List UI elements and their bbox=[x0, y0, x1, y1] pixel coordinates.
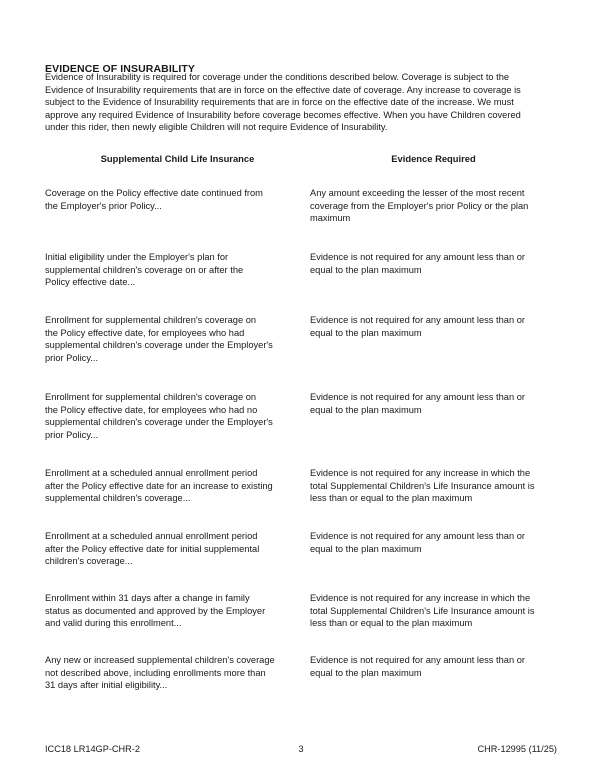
cell-line: Evidence is not required for any amount less than or bbox=[310, 252, 525, 262]
cell-line: total Supplemental Children's Life Insurance amount is bbox=[310, 480, 535, 491]
footer-document-code: CHR-12995 (11/25) bbox=[477, 744, 557, 754]
cell-evidence bbox=[310, 391, 557, 441]
cell-condition bbox=[45, 187, 310, 225]
cell-line: not described above, including enrollments more than bbox=[45, 667, 266, 678]
intro-paragraph bbox=[45, 71, 557, 134]
cell-line: equal to the plan maximum bbox=[310, 264, 422, 275]
footer-form-number: ICC18 LR14GP-CHR-2 bbox=[45, 744, 140, 754]
cell-line: Coverage on the Policy effective date continued from bbox=[45, 188, 263, 198]
cell-condition bbox=[45, 654, 310, 692]
cell-line: equal to the plan maximum bbox=[310, 404, 422, 415]
cell-line: prior Policy... bbox=[45, 352, 99, 363]
cell-line: Enrollment at a scheduled annual enrollment period bbox=[45, 531, 258, 541]
table-row bbox=[45, 187, 557, 225]
cell-line: 31 days after initial eligibility... bbox=[45, 680, 168, 690]
cell-line: Evidence is not required for any amount less than or bbox=[310, 655, 525, 665]
column-header-condition: Supplemental Child Life Insurance bbox=[100, 153, 255, 164]
cell-line: Policy effective date... bbox=[45, 277, 136, 287]
cell-line: supplemental children's coverage... bbox=[45, 493, 191, 503]
table-row bbox=[45, 530, 557, 568]
table-row bbox=[45, 314, 557, 364]
intro-line: under this rider, then newly eligible Children will not require Evidence of Insurability. bbox=[45, 122, 388, 133]
evidence-of-insurability-table bbox=[45, 152, 557, 690]
cell-line: prior Policy... bbox=[45, 429, 99, 440]
cell-condition bbox=[45, 592, 310, 630]
cell-line: Evidence is not required for any amount less than or bbox=[310, 392, 525, 402]
cell-line: Enrollment for supplemental children's coverage on bbox=[45, 392, 257, 402]
cell-condition bbox=[45, 314, 310, 364]
cell-condition bbox=[45, 391, 310, 441]
cell-line: and valid during this enrollment... bbox=[45, 618, 182, 628]
page-title: EVIDENCE OF INSURABILITY bbox=[45, 63, 195, 76]
cell-condition bbox=[45, 251, 310, 289]
table-row bbox=[45, 467, 557, 505]
intro-line: Evidence of Insurability is required for coverage under the conditions described below. Coverage is subject to the bbox=[45, 72, 510, 82]
cell-evidence bbox=[310, 187, 557, 225]
cell-line: equal to the plan maximum bbox=[310, 543, 422, 554]
cell-line: Enrollment within 31 days after a change in family bbox=[45, 593, 250, 603]
cell-condition bbox=[45, 530, 310, 568]
cell-line: Evidence is not required for any amount less than or bbox=[310, 315, 525, 325]
intro-line: Evidence of Insurability requirements that are in force on the effective date of coverage. Any increase to coverage is bbox=[45, 84, 521, 95]
cell-evidence bbox=[310, 314, 557, 364]
table-row bbox=[45, 592, 557, 630]
cell-condition bbox=[45, 467, 310, 505]
cell-evidence bbox=[310, 654, 557, 692]
footer-page-number: 3 bbox=[298, 744, 304, 754]
cell-line: equal to the plan maximum bbox=[310, 327, 422, 338]
cell-line: the Policy effective date, for employees who had bbox=[45, 327, 245, 338]
cell-evidence bbox=[310, 592, 557, 630]
cell-line: supplemental children's coverage on or after the bbox=[45, 264, 244, 275]
table-header-row bbox=[45, 152, 557, 165]
cell-line: maximum bbox=[310, 213, 351, 223]
cell-line: Enrollment at a scheduled annual enrollment period bbox=[45, 468, 258, 478]
cell-line: status as documented and approved by the Employer bbox=[45, 605, 266, 616]
cell-line: total Supplemental Children's Life Insurance amount is bbox=[310, 605, 535, 616]
cell-line: supplemental children's coverage under the Employer's bbox=[45, 417, 273, 427]
cell-evidence bbox=[310, 530, 557, 568]
cell-line: Evidence is not required for any increase in which the bbox=[310, 468, 531, 478]
table-row bbox=[45, 251, 557, 289]
cell-line: equal to the plan maximum bbox=[310, 667, 422, 678]
table-row bbox=[45, 654, 557, 692]
cell-line: less than or equal to the plan maximum bbox=[310, 493, 473, 503]
cell-line: Initial eligibility under the Employer's plan for bbox=[45, 252, 229, 262]
cell-evidence bbox=[310, 467, 557, 505]
intro-line: subject to the Evidence of Insurability requirements that are in force on the effective date of the increase. We must bbox=[45, 97, 514, 108]
cell-line: the Policy effective date, for employees who had no bbox=[45, 404, 258, 415]
table-row bbox=[45, 391, 557, 441]
cell-evidence bbox=[310, 251, 557, 289]
cell-line: the Employer's prior Policy... bbox=[45, 200, 162, 211]
cell-line: children's coverage... bbox=[45, 556, 133, 566]
cell-line: Evidence is not required for any amount less than or bbox=[310, 531, 525, 541]
cell-line: supplemental children's coverage under the Employer's bbox=[45, 340, 273, 350]
cell-line: less than or equal to the plan maximum bbox=[310, 618, 473, 628]
cell-line: after the Policy effective date for an increase to existing bbox=[45, 480, 273, 491]
cell-line: Any new or increased supplemental children's coverage bbox=[45, 655, 275, 665]
cell-line: coverage from the Employer's prior Policy or the plan bbox=[310, 200, 529, 211]
intro-line: approve any required Evidence of Insurability before coverage becomes effective. When you have Children covered bbox=[45, 109, 521, 120]
cell-line: Evidence is not required for any increase in which the bbox=[310, 593, 531, 603]
cell-line: after the Policy effective date for initial supplemental bbox=[45, 543, 260, 554]
cell-line: Any amount exceeding the lesser of the most recent bbox=[310, 188, 525, 198]
cell-line: Enrollment for supplemental children's coverage on bbox=[45, 315, 257, 325]
column-header-evidence: Evidence Required bbox=[391, 153, 476, 164]
